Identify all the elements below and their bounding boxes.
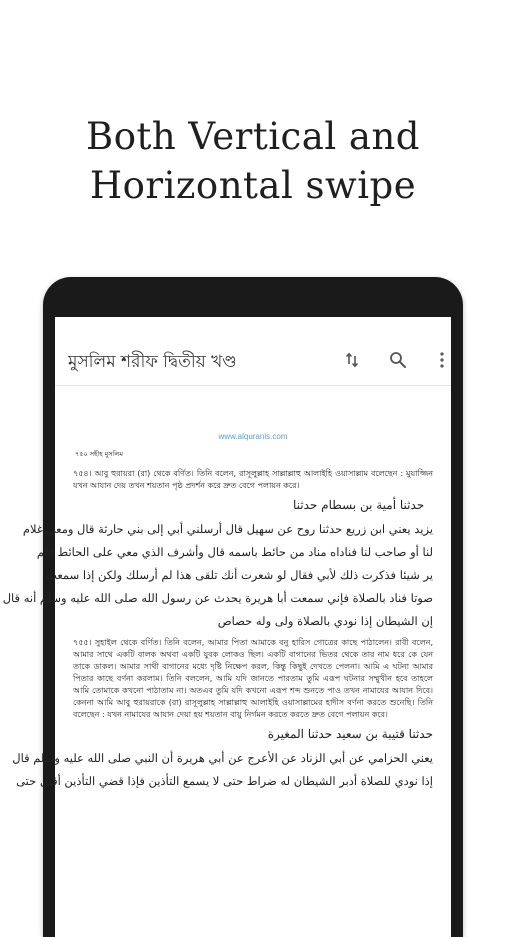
arabic-text-block-1 xyxy=(2,518,433,633)
swap-vertical-icon[interactable] xyxy=(337,345,367,375)
arabic-text-block-2 xyxy=(12,747,433,793)
promo-headline xyxy=(0,112,506,210)
arabic-line: لنا أو صاحب لنا فناداه مناد من حائط باسمه قال وأشرف الذي معي على الحائط فلم xyxy=(36,545,433,559)
page-watermark-url: www.alquranis.com xyxy=(218,432,288,441)
app-screen xyxy=(2,317,451,937)
more-vert-icon[interactable] xyxy=(427,345,457,375)
app-bar xyxy=(55,317,451,386)
headline-line-1: Both Vertical and xyxy=(86,115,420,158)
headline-line-2: Horizontal swipe xyxy=(89,164,417,207)
arabic-line: يعني الحزامي عن أبي الزناد عن الأعرج عن أبي هريرة أن النبي صلى الله عليه وسلم قال xyxy=(12,751,433,765)
arabic-chain-title-2: حدثنا قتيبة بن سعيد حدثنا المغيرة xyxy=(267,727,433,741)
hadith-paragraph-1: ৭৫৪। আবু হুরায়রা (রা) থেকে বর্ণিত। তিনি বলেন, রাসূলুল্লাহ সাল্লাল্লাহু আলাইহি ওয়াসাল্লাম বলেছেন : মুয়াজ্জিন যখন আযান দেয় তখন শয়তান পৃষ্ঠ প্রদর্শন করে দ্রুত বেগে পলায়ন করে। xyxy=(73,469,433,490)
arabic-line: إذا نودي للصلاة أدبر الشيطان له ضراط حتى لا يسمع التأذين فإذا قضي التأذين أقبل حتى xyxy=(16,774,433,788)
document-page xyxy=(2,432,433,937)
arabic-line: صوتا فناد بالصلاة فإني سمعت أبا هريرة يحدث عن رسول الله صلى الله عليه وسلم أنه قال xyxy=(2,591,433,605)
search-icon[interactable] xyxy=(383,345,413,375)
arabic-line: ير شيئا فذكرت ذلك لأبي فقال لو شعرت أنك تلقى هذا لم أرسلك ولكن إذا سمعت xyxy=(46,568,433,582)
document-viewer[interactable] xyxy=(2,386,451,937)
arabic-line: إن الشيطان إذا نودي بالصلاة ولى وله حصاص xyxy=(217,614,433,628)
page-header: ৭৫০ সহীহ মুসলিম xyxy=(75,450,124,458)
hadith-paragraph-2: ৭৫৫। সুহাইল থেকে বর্ণিত। তিনি বলেন, আমার পিতা আমাকে বনু হারিস গোত্রের কাছে পাঠালেন। রাবী বলেন, আমার সাথে একটি বালক অথবা একটি যুবক লোকও ছিল। একটি বাগানের ভিতর থেকে তার নাম ধরে কে যেন তাকে ডাকল। আমার সাথী বাগানের মধ্যে দৃষ্টি নিক্ষেপ করল, কিন্তু কিছুই দেখতে পেলনা। আমি এ ঘটনা আমার পিতার কাছে বর্ণনা করলাম। তিনি বললেন, আমি যদি জানতে পারতাম তুমি এরূপ ঘটনার সম্মুখীন হবে তাহলে আমি তোমাকে কখনো পাঠাতাম না। অতএব তুমি যদি কখনো এরূপ শব্দ শুনতে পাও তখন নামাযের আযান দিবে। কেননা আমি আবু হুরায়রাকে (রা) রাসূলুল্লাহ সাল্লাল্লাহু আলাইহি ওয়াসাল্লামের হাদীস বর্ণনা করতে শুনেছি। তিনি বলেছেন : যখন নামাযের আযান দেয়া হয় শয়তান বায়ু নির্গমন করতে করতে দ্রুত বেগে পলায়ন করে। xyxy=(73,638,433,719)
arabic-line: يزيد يعني ابن زريع حدثنا روح عن سهيل قال أرسلني أبي إلى بني حارثة قال ومعي غلام xyxy=(22,522,433,536)
app-title: মুসলিম শরীফ দ্বিতীয় খণ্ড xyxy=(68,352,237,372)
arabic-chain-title-1: حدثنا أمية بن بسطام حدثنا xyxy=(293,498,425,512)
phone-frame xyxy=(2,277,463,937)
